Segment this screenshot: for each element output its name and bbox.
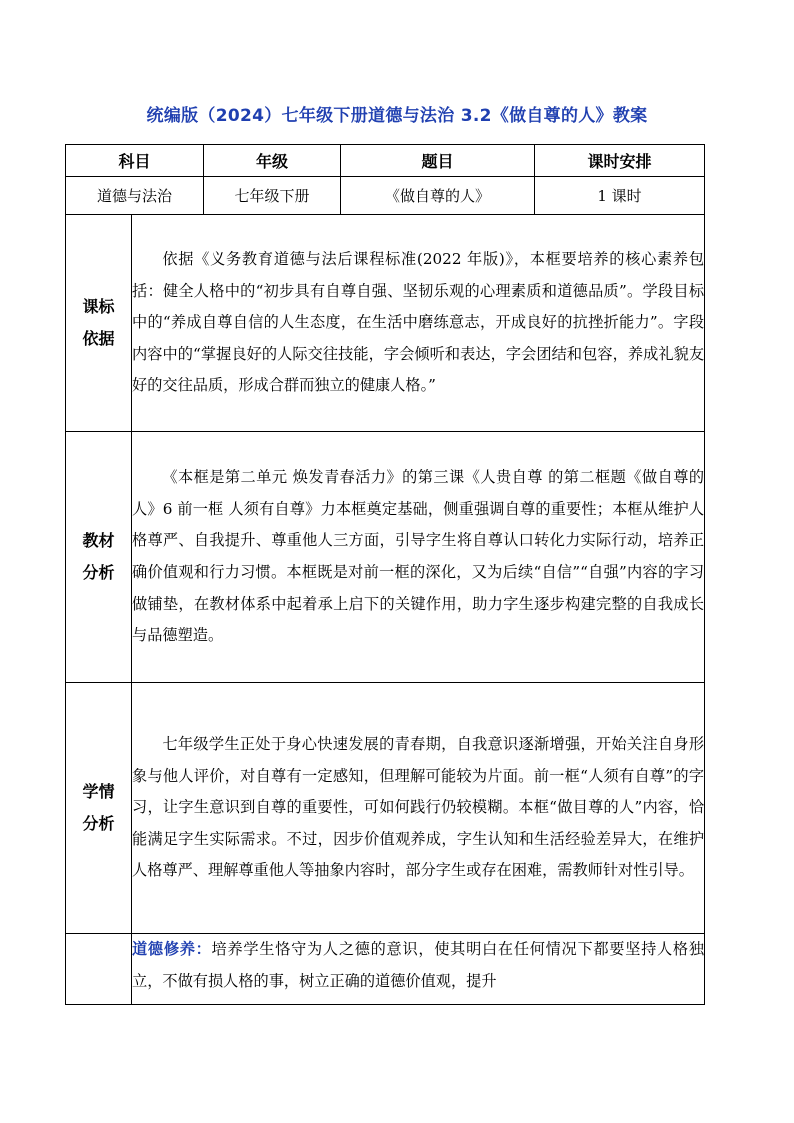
header-row (66, 145, 705, 177)
goals-text (132, 934, 705, 1005)
grade-header: 年级 (204, 145, 341, 177)
schedule-header: 课时安排 (535, 145, 705, 177)
textbook-text: 《本框是第二单元 焕发青春活力》的第三课《人贵自尊 的第二框题《做自尊的人》6 前一框 人须有自尊》力本框奠定基础，侧重强调自尊的重要性；本框从维护人格尊严、自我提升、尊重他人三方面，引导字生将自尊认口转化力实际行动，培养正确价值观和行力习惯。本框既是对前一框的深化，又为后续“自信”“自强”内容的字习做铺垫，在教材体系中起着承上启下的关键作用，助力字生逐步构建完整的自我成长与品德塑造。 (132, 432, 705, 683)
curriculum-label: 课标 依据 (66, 215, 132, 432)
moral-text: 培养学生恪守为人之德的意识，使其明白在任何情况下都要坚持人格独立，不做有损人格的事，树立正确的道德价值观，提升 (132, 940, 705, 990)
subject-value: 道德与法治 (66, 177, 204, 215)
students-text: 七年级学生正处于身心快速发展的青春期，自我意识逐渐增强，开始关注自身形象与他人评价，对自尊有一定感知，但理解可能较为片面。前一框“人须有自尊”的字习，让字生意识到自尊的重要性，可如何践行仍较模糊。本框“做目尊的人”内容，恰能满足字生实际需求。不过，因步价值观养成，字生认知和生活经验差异大，在维护人格尊严、理解尊重他人等抽象内容时，部分字生或存在困难，需教师针对性引导。 (132, 683, 705, 934)
lesson-plan-table (65, 144, 705, 1005)
curriculum-text: 依据《义务教育道德与法后课程标准(2022 年版)》，本框要培养的核心素养包括：健全人格中的“初步具有自尊自强、坚韧乐观的心理素质和道德品质”。学段目标中的“养成自尊自信的人生态度，在生活中磨练意志，开成良好的抗挫折能力”。字段内容中的“掌握良好的人际交往技能，字会倾听和表达，字会团结和包容，养成礼貌友好的交往品质，形成合群而独立的健康人格。” (132, 215, 705, 432)
info-row (66, 177, 705, 215)
topic-header: 题目 (341, 145, 535, 177)
schedule-value: 1 课时 (535, 177, 705, 215)
textbook-label: 教材 分析 (66, 432, 132, 683)
subject-header: 科目 (66, 145, 204, 177)
textbook-row (66, 432, 705, 683)
document-title: 统编版（2024）七年级下册道德与法治 3.2《做自尊的人》教案 (146, 106, 648, 126)
grade-value: 七年级下册 (204, 177, 341, 215)
goals-row (66, 934, 705, 1005)
curriculum-row (66, 215, 705, 432)
goals-label (66, 934, 132, 1005)
students-label: 学情 分析 (66, 683, 132, 934)
students-row (66, 683, 705, 934)
topic-value: 《做自尊的人》 (341, 177, 535, 215)
moral-label: 道德修养： (132, 940, 212, 958)
